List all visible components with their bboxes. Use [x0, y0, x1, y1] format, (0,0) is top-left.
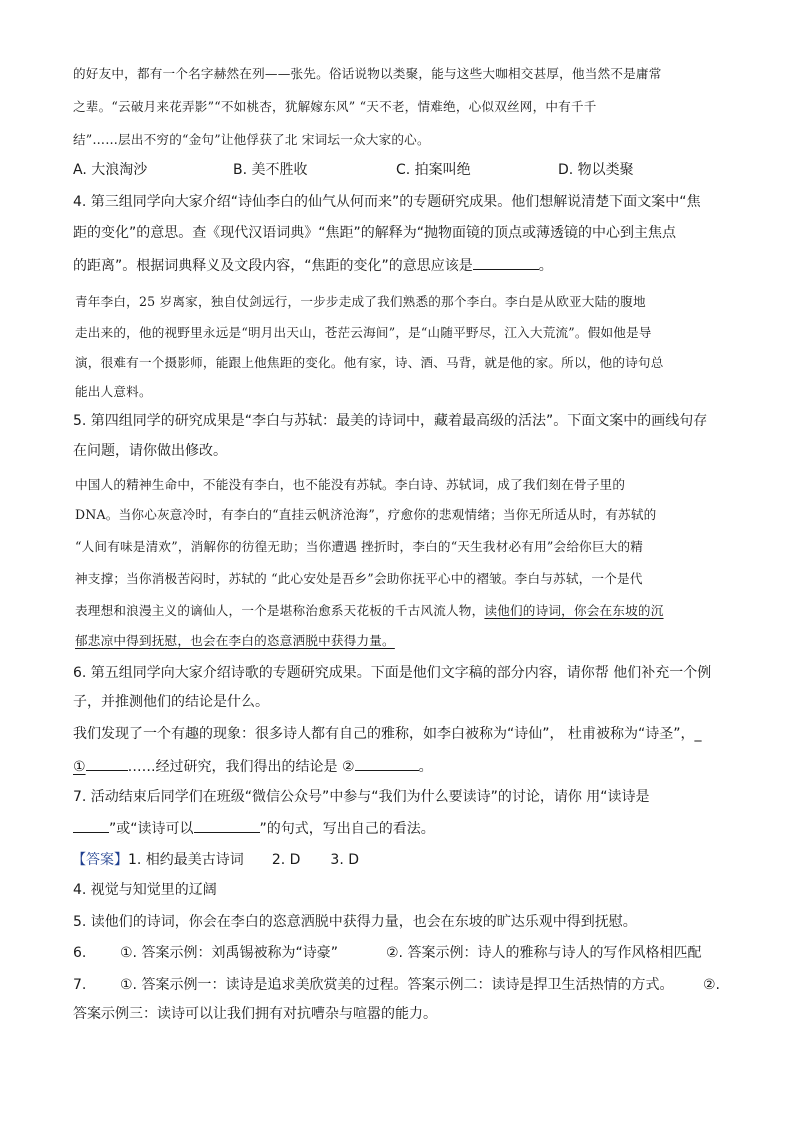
answer-blank [473, 255, 539, 270]
underlined-sentence: 郁悲凉中得到抚慰，也会在李白的恣意洒脱中获得力量。 [75, 633, 395, 648]
answer-line: ②. [703, 977, 721, 993]
question-6-line: 6. 第五组同学向大家介绍诗歌的专题研究成果。下面是他们文字稿的部分内容，请你帮 他们补充一个例 [73, 665, 712, 681]
passage-line: 的好友中，都有一个名字赫然在列——张先。俗话说物以类聚，能与这些大咖相交甚厚，他当然不是庸常 [73, 66, 662, 81]
answer-blank [194, 818, 260, 833]
answer-line: 5. 读他们的诗词，你会在李白的恣意洒脱中获得力量，也会在东坡的旷达乐观中得到抚慰。 [73, 914, 637, 930]
question-5-line: 5. 第四组同学的研究成果是“李白与苏轼：最美的诗词中，藏着最高级的活法”。下面文案中的画线句存 [73, 413, 708, 429]
answer-line: ①. 答案示例一：读诗是追求美欣赏美的过程。答案示例二：读诗是捍卫生活热情的方式。 [120, 977, 674, 993]
question-4-line: 4. 第三组同学向大家介绍“诗仙李白的仙气从何而来”的专题研究成果。他们想解说清楚下面文案中“焦 [73, 194, 701, 210]
option-a: A. 大浪淘沙 [73, 162, 148, 178]
passage-line: “人间有味是清欢”，消解你的彷徨无助；当你遭遇 挫折时，李白的“天生我材必有用”会给你巨大的精 [75, 539, 644, 554]
question-7-line: 7. 活动结束后同学们在班级“微信公众号”中参与“我们为什么要读诗”的讨论，请你 用“读诗是 [73, 789, 650, 805]
passage-line: DNA。当你心灰意冷时，有李白的“直挂云帆济沧海”，疗愈你的悲观情绪；当你无所适从时，有苏轼的 [75, 507, 657, 522]
underlined-sentence: 读他们的诗词，你会在东坡的沉 [484, 603, 664, 618]
question-4-line: 距的变化”的意思。查《现代汉语词典》“焦距”的解释为“抛物面镜的顶点或薄透镜的中心到主焦点 [73, 225, 677, 241]
answer-line: 6. [73, 945, 87, 961]
question-4-line: 的距离”。根据词典释义及文段内容，“焦距的变化”的意思应该是 。 [73, 255, 553, 276]
answer-line: 【答案】1. 相约最美古诗词 2. D 3. D [72, 852, 359, 868]
answer-line: 答案示例三：读诗可以让我们拥有对抗嘈杂与喧嚣的能力。 [73, 1006, 437, 1022]
answer-line: 4. 视觉与知觉里的辽阔 [73, 882, 217, 898]
answer-line: ②. 答案示例：诗人的雅称与诗人的写作风格相匹配 [386, 945, 702, 961]
question-6-line: 我们发现了一个有趣的现象：很多诗人都有自己的雅称，如李白被称为“诗仙”， 杜甫被称为“诗圣”，_ [73, 726, 702, 742]
answer-line: 7. [73, 977, 87, 993]
passage-line: 走出来的，他的视野里永远是“明月出天山，苍茫云海间”，是“山随平野尽，江入大荒流”。假如他是导 [75, 325, 652, 340]
option-c: C. 拍案叫绝 [396, 162, 471, 178]
answer-line: ①. 答案示例：刘禹锡被称为“诗豪” [120, 945, 338, 961]
option-b: B. 美不胜收 [233, 162, 308, 178]
passage-line: 中国人的精神生命中，不能没有李白，也不能没有苏轼。李白诗、苏轼词，成了我们刻在骨子里的 [75, 477, 626, 492]
question-6-line: 子，并推测他们的结论是什么。 [73, 694, 269, 710]
passage-line: 之辈。“云破月来花弄影”“不如桃杏，犹解嫁东风” “天不老，情难绝，心似双丝网，中有千千 [73, 99, 597, 114]
passage-line: 演，很难有一个摄影师，能跟上他焦距的变化。他有家，诗、酒、马背，就是他的家。所以，他的诗句总 [75, 355, 664, 370]
passage-line: 神支撑；当你消极苦闷时，苏轼的 “此心安处是吾乡”会助你抚平心中的褶皱。李白与苏轼，一个是代 [75, 571, 643, 586]
question-7-line: ”或“读诗可以 ”的句式，写出自己的看法。 [73, 818, 435, 839]
passage-line: 能出人意料。 [75, 384, 152, 399]
answer-blank [73, 818, 109, 833]
question-5-line: 在问题，请你做出修改。 [73, 443, 227, 459]
option-d: D. 物以类聚 [558, 162, 634, 178]
passage-line: 表理想和浪漫主义的谪仙人，一个是堪称治愈系天花板的千古风流人物，读他们的诗词，你会在东坡的沉 [75, 603, 664, 618]
passage-line: 结”……层出不穷的“金句”让他俘获了北 宋词坛一众大家的心。 [73, 132, 430, 147]
answer-blank [355, 756, 419, 771]
answer-blank [86, 756, 128, 771]
passage-line: 青年李白，25 岁离家，独自仗剑远行，一步步走成了我们熟悉的那个李白。李白是从欧亚大陆的腹地 [75, 294, 646, 309]
question-6-line: ① ……经过研究，我们得出的结论是 ② 。 [73, 756, 433, 777]
answer-label: 【答案】 [72, 852, 128, 868]
